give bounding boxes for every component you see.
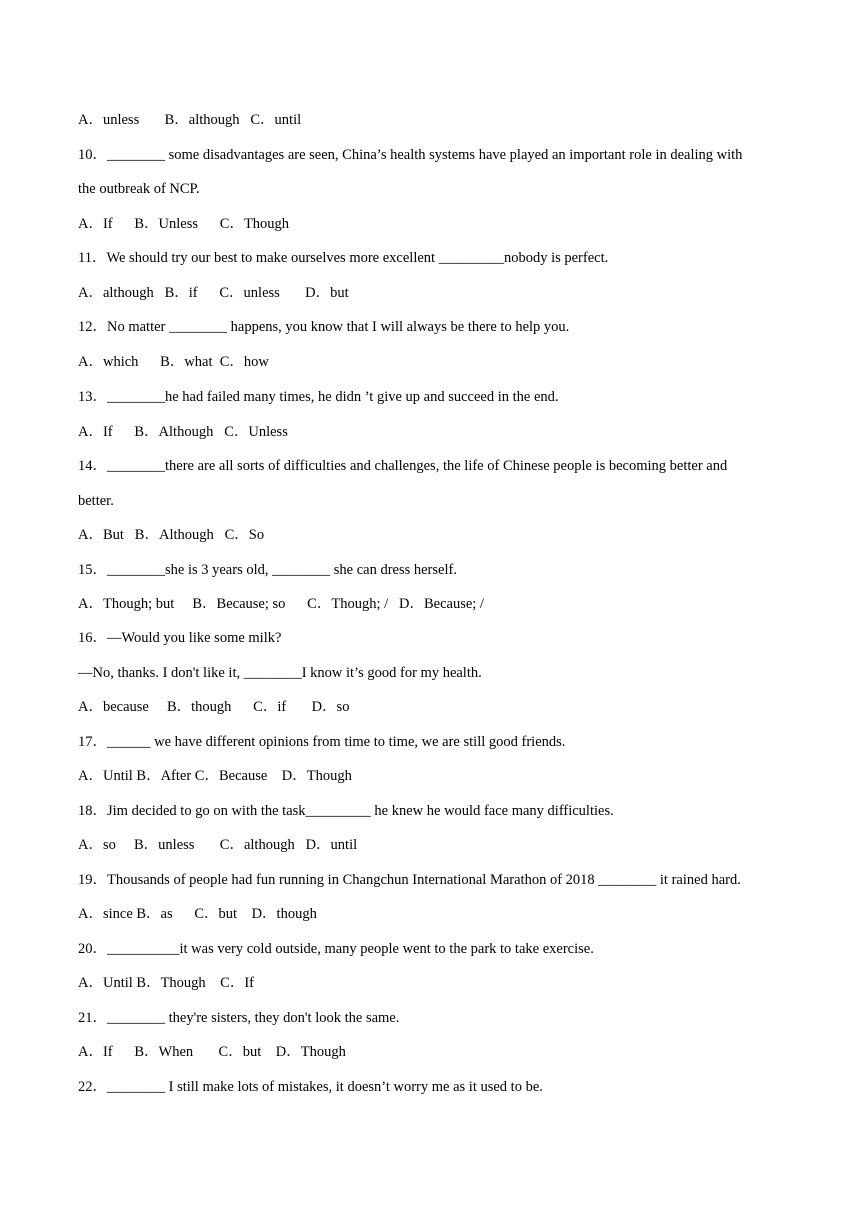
question-line: 14．________there are all sorts of difficulties and challenges, the life of Chinese people is becoming better and	[78, 458, 728, 474]
options-line: A．But B．Although C．So	[78, 527, 265, 543]
options-line: A．although B．if C．unless D．but	[78, 285, 349, 301]
question-line: 15．________she is 3 years old, ________ she can dress herself.	[78, 562, 457, 578]
question-line: 13．________he had failed many times, he didn ’t give up and succeed in the end.	[78, 389, 559, 405]
options-line: A．If B．When C．but D．Though	[78, 1044, 346, 1060]
options-line: A．If B．Unless C．Though	[78, 216, 290, 232]
question-line: 20．__________it was very cold outside, many people went to the park to take exercise.	[78, 941, 594, 957]
options-line: A．since B．as C．but D．though	[78, 906, 317, 922]
question-line: the outbreak of NCP.	[78, 181, 200, 197]
options-line: A．unless B．although C．until	[78, 112, 302, 128]
options-line: A．Until B．After C．Because D．Though	[78, 768, 352, 784]
options-line: A．Until B．Though C．If	[78, 975, 255, 991]
question-line: —No, thanks. I don't like it, ________I know it’s good for my health.	[78, 665, 482, 681]
question-line: 11．We should try our best to make ourselves more excellent _________nobody is perfect.	[78, 250, 609, 266]
options-line: A．If B．Although C．Unless	[78, 424, 288, 440]
question-line: 19．Thousands of people had fun running in Changchun International Marathon of 2018 ________ it rained hard.	[78, 872, 741, 888]
options-line: A．which B．what C．how	[78, 354, 269, 370]
options-line: A．so B．unless C．although D．until	[78, 837, 358, 853]
question-line: 17．______ we have different opinions from time to time, we are still good friends.	[78, 734, 566, 750]
question-line: 18．Jim decided to go on with the task_________ he knew he would face many difficulties.	[78, 803, 614, 819]
question-line: better.	[78, 493, 114, 509]
question-line: 10．________ some disadvantages are seen, China’s health systems have played an important role in dealing with	[78, 147, 743, 163]
question-line: 21．________ they're sisters, they don't look the same.	[78, 1010, 400, 1026]
question-line: 22．________ I still make lots of mistakes, it doesn’t worry me as it used to be.	[78, 1079, 543, 1095]
question-line: 16．—Would you like some milk?	[78, 630, 282, 646]
options-line: A．Though; but B．Because; so C．Though; / D．Because; /	[78, 596, 484, 612]
question-line: 12．No matter ________ happens, you know that I will always be there to help you.	[78, 319, 570, 335]
options-line: A．because B．though C．if D．so	[78, 699, 350, 715]
